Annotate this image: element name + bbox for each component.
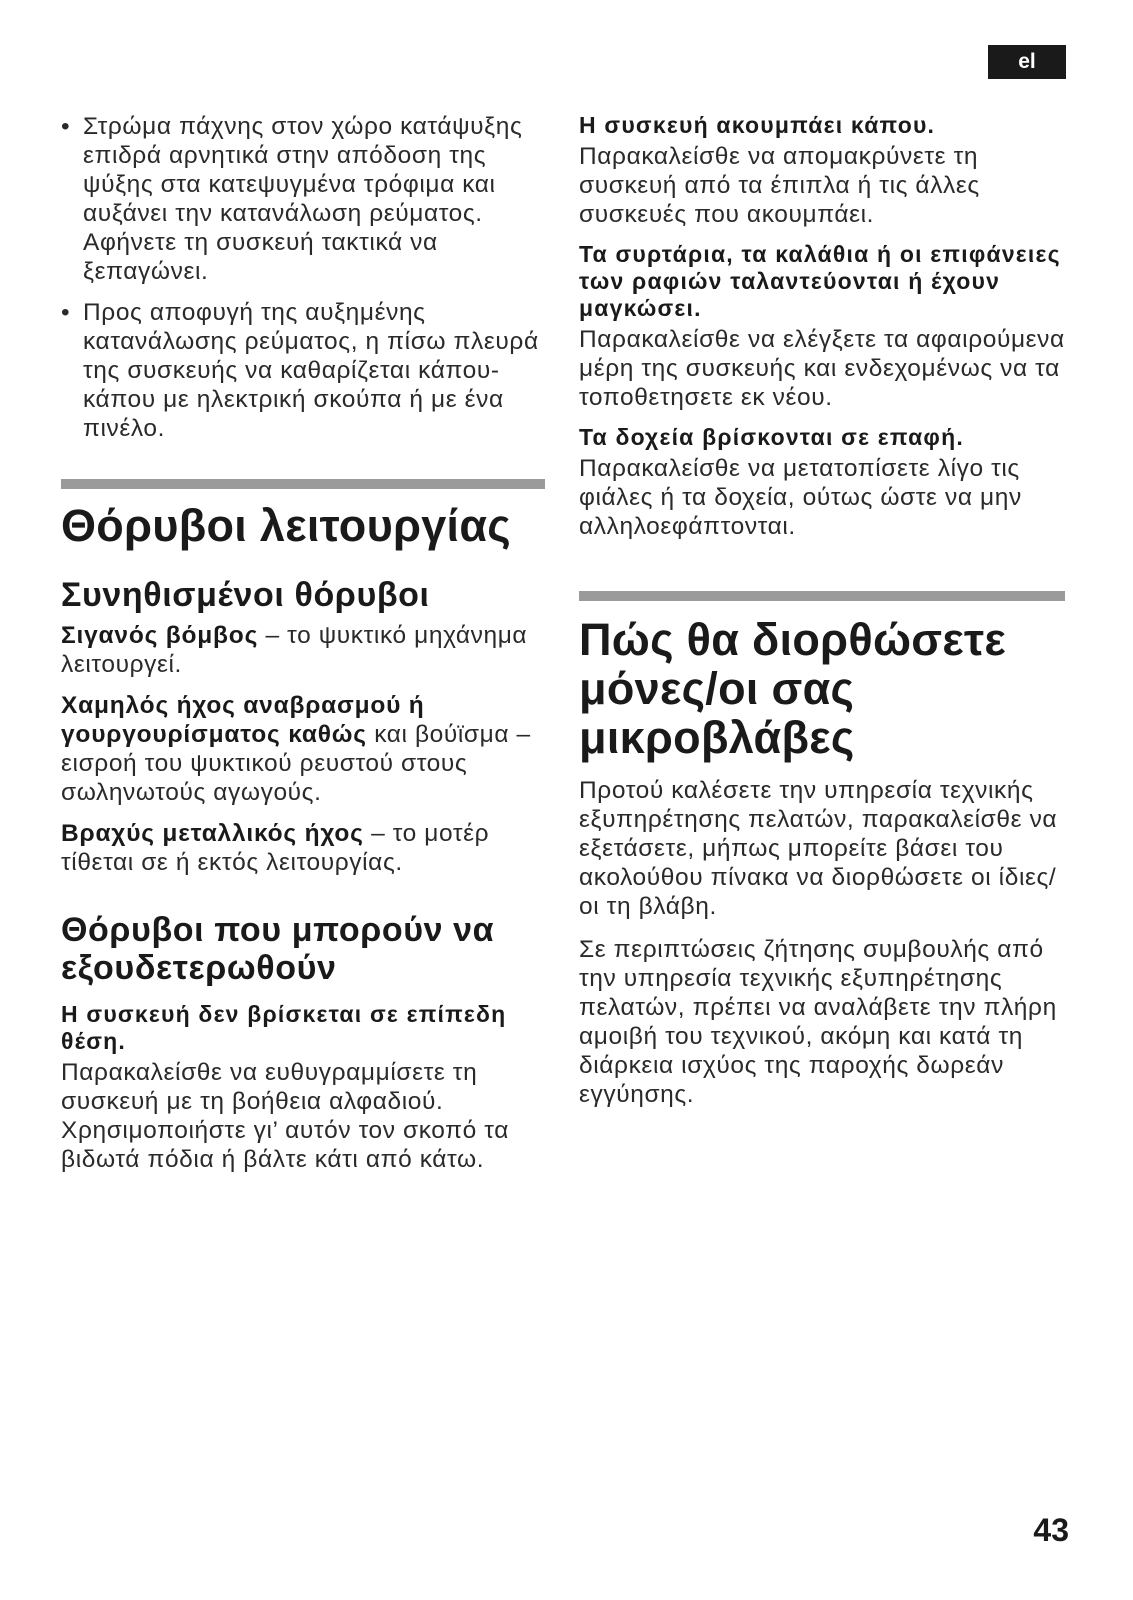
list-item-text: Στρώμα πάχνης στον χώρο κατάψυξης επιδρά αρνητικά στην απόδοση της ψύξης στα κατεψυγμένα τρόφιμα και αυξάνει την κατανάλωση ρεύματος. Αφήνετε τη συσκευή τακτικά να ξεπαγώνει. [83,113,523,285]
list-item [61,112,545,286]
noise-desc: – το ψυκτικό μηχάνημα λειτουργεί. [61,622,528,678]
noise-item [61,819,545,877]
section-divider [61,479,545,489]
noise-item [61,621,545,679]
subsection-title: Θόρυβοι που μπορούν να εξουδετερωθούν [61,911,495,987]
bullet-icon: • [61,299,71,326]
noise-desc: και βούϊσμα – εισροή του ψυκτικού ρευστού στους σωληνωτούς αγωγούς. [61,721,531,806]
tips-list [61,112,545,443]
item-text: Παρακαλείσθε να ελέγξετε τα αφαιρούμενα μέρη της συσκευής και ενδεχομένως να τα τοποθετησετε εκ νέου. [579,326,1065,411]
item-title: Τα συρτάρια, τα καλάθια ή οι επιφάνειες των ραφιών ταλαντεύονται ή έχουν μαγκώσει. [579,241,1061,321]
noise-term: Χαμηλός ήχος αναβρασμού ή γουργουρίσματος καθώς [61,692,425,748]
item-title: Τα δοχεία βρίσκονται σε επαφή. [579,424,964,450]
item-text: Παρακαλείσθε να μετατοπίσετε λίγο τις φιάλες ή τα δοχεία, ούτως ώστε να μην αλληλοεφάπτονται. [579,455,1022,540]
item-text: Παρακαλείσθε να απομακρύνετε τη συσκευή από τα έπιπλα ή τις άλλες συσκευές που ακουμπάει. [579,143,980,228]
item-title: Η συσκευή δεν βρίσκεται σε επίπεδη θέση. [61,1001,507,1054]
section-divider [579,591,1065,601]
section-title: Πώς θα διορθώσετε μόνες/οι σας μικροβλάβες [579,614,1007,763]
subsection-title: Συνηθισμένοι θόρυβοι [61,576,430,614]
section-title: Θόρυβοι λειτουργίας [61,500,512,551]
bullet-icon: • [61,113,71,140]
language-badge: el [988,45,1066,79]
left-column [61,112,545,1174]
noise-term: Σιγανός βόμβος [61,622,259,649]
noise-item [61,691,545,807]
list-item-text: Προς αποφυγή της αυξημένης κατανάλωσης ρεύματος, η πίσω πλευρά της συσκευής να καθαρίζεται κάπου-κάπου με ηλεκτρική σκούπα ή με ένα πινέλο. [83,299,539,442]
noise-term: Βραχύς μεταλλικός ήχος [61,820,364,847]
intro-paragraph: Προτού καλέσετε την υπηρεσία τεχνικής εξυπηρέτησης πελατών, παρακαλείσθε να εξετάσετε, μήπως μπορείτε βάσει του ακολούθου πίνακα να διορθώσετε οι ίδιες/οι τη βλάβη. [579,777,1058,920]
item-title: Η συσκευή ακουμπάει κάπου. [579,112,936,138]
noise-desc: – το μοτέρ τίθεται σε ή εκτός λειτουργίας. [61,820,490,876]
item-text: Παρακαλείσθε να ευθυγραμμίσετε τη συσκευή με τη βοήθεια αλφαδιού. Χρησιμοποιήστε γι’ αυτόν τον σκοπό τα βιδωτά πόδια ή βάλτε κάτι από κάτω. [61,1059,509,1173]
warranty-paragraph: Σε περιπτώσεις ζήτησης συμβουλής από την υπηρεσία τεχνικής εξυπηρέτησης πελατών, πρέπει να αναλάβετε την πλήρη αμοιβή του τεχνικού, ακόμη και κατά τη διάρκεια ισχύος της παροχής δωρεάν εγγύησης. [579,936,1057,1108]
page-number: 43 [1033,1512,1069,1548]
list-item [61,298,545,443]
right-column [579,112,1065,1109]
